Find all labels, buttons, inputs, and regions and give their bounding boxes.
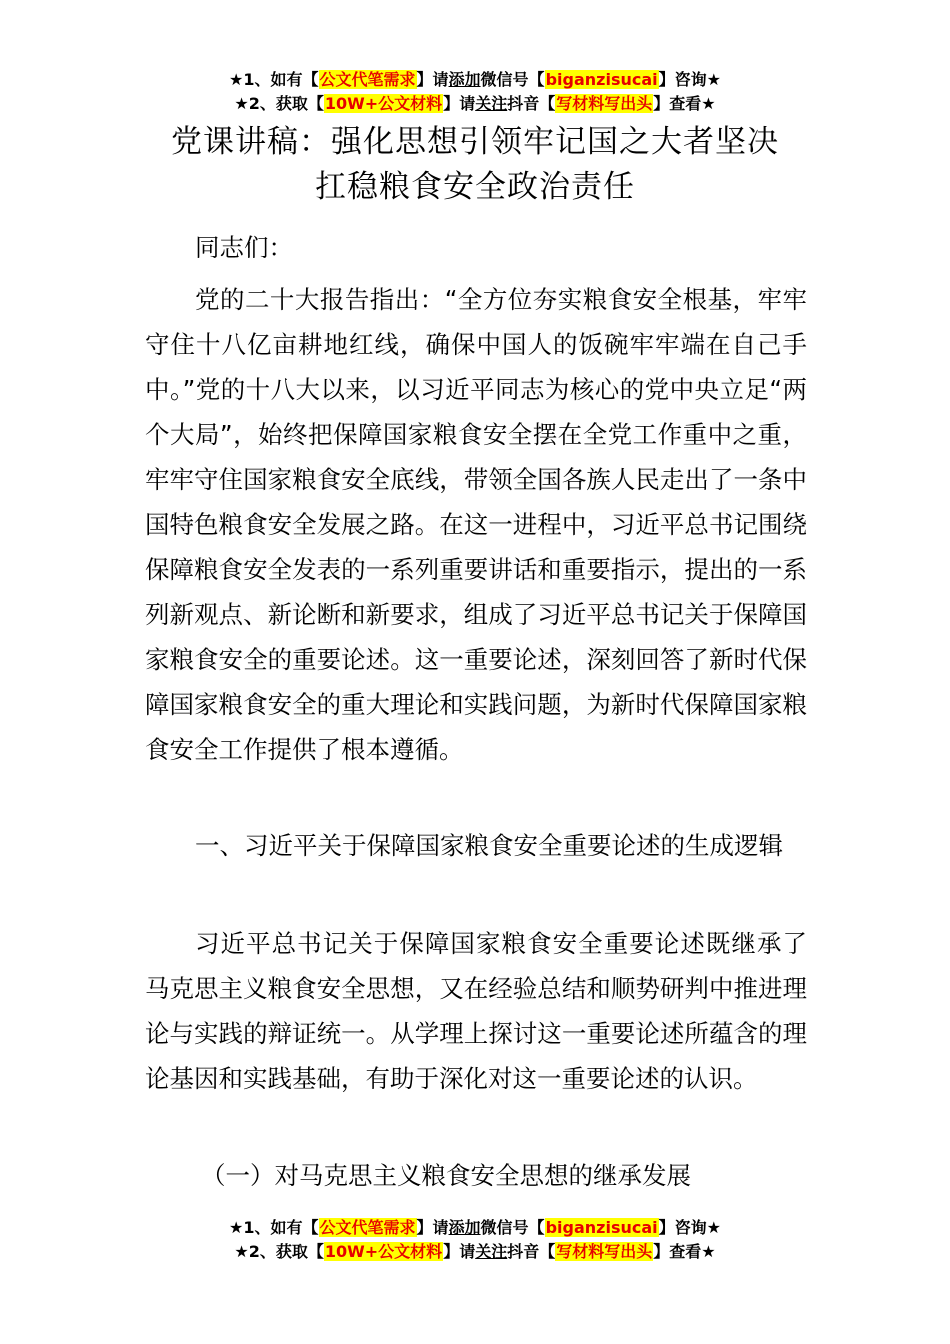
ad-highlight: 公文代笔需求 [319,1218,416,1237]
title-line-2: 扛稳粮食安全政治责任 [315,169,635,205]
salutation: 同志们： [195,233,293,262]
ad-line-1: ★1、如有【公文代笔需求】请添加微信号【biganzisucai】咨询★ [229,1218,721,1237]
section-heading-1: 一、习近平关于保障国家粮食安全重要论述的生成逻辑 [195,831,783,860]
ad-banner-bottom [0,1216,950,1264]
ad-line-2: ★2、获取【10W+公文材料】请关注抖音【写材料写出头】查看★ [234,94,716,113]
ad-highlight: 10W+公文材料 [324,1242,443,1261]
ad-line-2: ★2、获取【10W+公文材料】请关注抖音【写材料写出头】查看★ [234,1242,716,1261]
subsection-heading-1: （一）对马克思主义粮食安全思想的继承发展 [201,1161,691,1190]
wechat-id: biganzisucai [545,1218,658,1237]
paragraph-section-1: 习近平总书记关于保障国家粮食安全重要论述既继承了马克思主义粮食安全思想，又在经验总结和顺势研判中推进理论与实践的辩证统一。从学理上探讨这一重要论述所蕴含的理论基因和实践基础，有助于深化对这一重要论述的认识。 [145,929,807,1093]
ad-line-1: ★1、如有【公文代笔需求】请添加微信号【biganzisucai】咨询★ [229,70,721,89]
ad-highlight: 10W+公文材料 [324,94,443,113]
douyin-account: 写材料写出头 [556,1242,653,1261]
document-title [60,120,890,210]
paragraph-intro: 党的二十大报告指出：“全方位夯实粮食安全根基，牢牢守住十八亿亩耕地红线，确保中国人的饭碗牢牢端在自己手中。”党的十八大以来，以习近平同志为核心的党中央立足“两个大局”，始终把保障国家粮食安全摆在全党工作重中之重，牢牢守住国家粮食安全底线，带领全国各族人民走出了一条中国特色粮食安全发展之路。在这一进程中，习近平总书记围绕保障粮食安全发表的一系列重要讲话和重要指示，提出的一系列新观点、新论断和新要求，组成了习近平总书记关于保障国家粮食安全的重要论述。这一重要论述，深刻回答了新时代保障国家粮食安全的重大理论和实践问题，为新时代保障国家粮食安全工作提供了根本遵循。 [145,285,807,764]
title-line-1: 党课讲稿：强化思想引领牢记国之大者坚决 [171,124,779,160]
wechat-id: biganzisucai [545,70,658,89]
ad-banner-top [0,68,950,116]
douyin-account: 写材料写出头 [556,94,653,113]
ad-highlight: 公文代笔需求 [319,70,416,89]
